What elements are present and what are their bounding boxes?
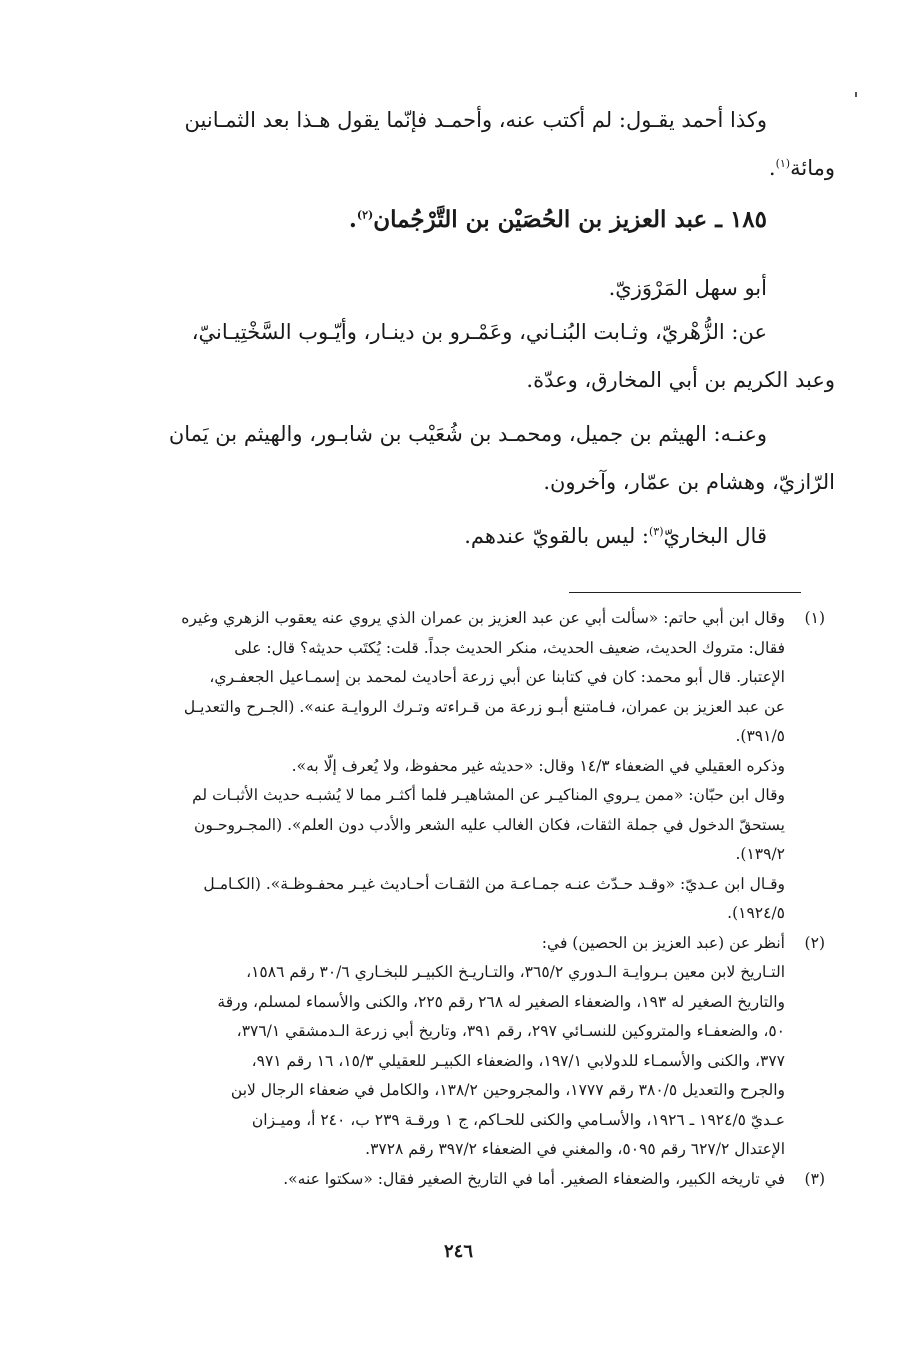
paragraph-ahmad-statement <box>93 96 835 192</box>
paragraph-line <box>93 356 835 404</box>
kunya-text: أبو سهل المَرْوَزيّ. <box>608 276 767 300</box>
footnote-line: ٥٠، والضعفـاء والمتروكين للنسـائي ٢٩٧، رقم ٣٩١، وتاريخ أبي زرعة الـدمشقي ٣٧٦/١، <box>236 1022 785 1040</box>
page-number: ٢٤٦ <box>443 1241 473 1262</box>
footnote-line: وذكره العقيلي في الضعفاء ١٤/٣ وقال: «حديثه غير محفوظ، ولا يُعرف إلّا به». <box>291 756 785 775</box>
footnote-line: وقـال ابن عـديّ: «وقـد حـدّث عنـه جمـاعـة من الثقـات أحـاديث غيـر محفـوظـة». (الكـامـل <box>203 874 785 893</box>
paragraph-line <box>93 410 835 458</box>
paragraph-line <box>93 458 835 506</box>
footnotes-section <box>87 604 825 1194</box>
footnote-line: وقال ابن أبي حاتم: «سألت أبي عن عبد العزيز بن عمران الذي يروي عنه يعقوب الزهري وغيره <box>181 609 785 627</box>
entry-title: ١٨٥ ـ عبد العزيز بن الحُصَيْن بن التَّرْجُمان <box>373 206 767 233</box>
footnote-line: التـاريخ لابن معين بـروايـة الـدوري ٣٦٥/٢، والتـاريـخ الكبيـر للبخـاري ٣٠/٦ رقم ١٥٨٦، <box>246 963 785 981</box>
teachers-text: وعبد الكريم بن أبي المخارق، وعدّة. <box>526 368 835 392</box>
paragraph-text: ومائة <box>790 156 835 180</box>
scan-speck <box>855 92 857 97</box>
footnote-line: ٣٩١/٥). <box>735 727 785 745</box>
footnote-ref-3[interactable]: (٣) <box>649 525 664 538</box>
footnote-3 <box>87 1165 825 1195</box>
footnote-line: يستحقّ الدخول في جملة الثقات، فكان الغالب عليه الشعر والأدب دون العلم». (المجـروحـون <box>194 815 785 834</box>
footnote-ref-2[interactable]: (٢) <box>356 208 374 222</box>
bukhari-statement <box>87 512 767 560</box>
footnote-ref-1[interactable]: (١) <box>775 157 791 170</box>
paragraph-line <box>93 144 835 192</box>
footnote-number: (٣) <box>804 1169 825 1188</box>
teachers-paragraph <box>93 308 835 404</box>
footnote-1 <box>87 604 825 929</box>
footnote-line: عن عبد العزيز بن عمران، فـامتنع أبـو زرعة من قـراءته وتـرك الروايـة عنه». (الجـرح والتعديـل <box>183 697 785 716</box>
paragraph-line <box>93 96 835 144</box>
footnote-number: (٢) <box>804 933 825 952</box>
footnote-line: والجرح والتعديل ٣٨٠/٥ رقم ١٧٧٧، والمجروحين ١٣٨/٢، والكامل في ضعفاء الرجال لابن <box>230 1081 785 1099</box>
footnote-line: والتاريخ الصغير له ١٩٣، والضعفاء الصغير له ٢٦٨ رقم ٢٢٥، والكنى والأسماء لمسلم، ورقة <box>217 992 785 1011</box>
teachers-text: عن: الزُّهْريّ، وثـابت البُنـاني، وعَمْـرو بن دينـار، وأيّـوب السَّخْتِيـانيّ، <box>191 320 767 344</box>
footnote-line: عـديّ ١٩٢٤/٥ ـ ١٩٢٦، والأسـامي والكنى للحـاكم، ج ١ ورقـة ٢٣٩ ب، ٢٤٠ أ، وميـزان <box>251 1110 785 1129</box>
footnote-line: الإعتدال ٦٢٧/٢ رقم ٥٠٩٥، والمغني في الضعفاء ٣٩٧/٢ رقم ٣٧٢٨. <box>365 1140 785 1158</box>
bukhari-prefix: قال البخاريّ <box>663 524 767 548</box>
kunya-line <box>87 264 767 312</box>
paragraph-text: وكذا أحمد يقـول: لم أكتب عنه، وأحمـد فإنّما يقول هـذا بعد الثمـانين <box>184 108 767 132</box>
footnote-2 <box>87 929 825 1165</box>
footnote-line: أنظر عن (عبد العزيز بن الحصين) في: <box>541 933 785 952</box>
students-text: الرّازيّ، وهشام بن عمّار، وآخرون. <box>543 470 835 494</box>
entry-heading <box>77 196 767 244</box>
footnote-line: ٣٧٧، والكنى والأسمـاء للدولابي ١٩٧/١، والضعفاء الكبيـر للعقيلي ١٥/٣، ١٦ رقم ٩٧١، <box>251 1051 785 1070</box>
footnote-line: في تاريخه الكبير، والضعفاء الصغير. أما في التاريخ الصغير فقال: «سكتوا عنه». <box>283 1169 785 1188</box>
students-text: وعنـه: الهيثم بن جميل، ومحمـد بن شُعَيْب بن شابـور، والهيثم بن يَمان <box>168 422 767 446</box>
entry-title-end: . <box>348 206 357 233</box>
footnote-divider <box>569 592 801 593</box>
footnote-line: الإعتبار. قال أبو محمد: كان في كتابنا عن أبي زرعة أحاديث لمحمد بن إسمـاعيل الجعفـري، <box>209 668 785 686</box>
footnote-line: ١٣٩/٢). <box>735 845 785 863</box>
footnote-line: فقال: متروك الحديث، ضعيف الحديث، منكر الحديث جداً. قلت: يُكتَب حديثه؟ قال: على <box>234 638 785 657</box>
paragraph-line <box>93 308 835 356</box>
footnote-line: ١٩٢٤/٥). <box>727 904 785 922</box>
bukhari-text: : ليس بالقويّ عندهم. <box>464 524 649 548</box>
footnote-number: (١) <box>804 609 825 627</box>
students-paragraph <box>93 410 835 506</box>
footnote-line: وقال ابن حبّان: «ممن يـروي المناكيـر عن المشاهيـر فلما أكثـر مما لا يُشبـه حديث الأثبـات لم <box>192 786 785 804</box>
paragraph-text-end: . <box>768 156 776 180</box>
